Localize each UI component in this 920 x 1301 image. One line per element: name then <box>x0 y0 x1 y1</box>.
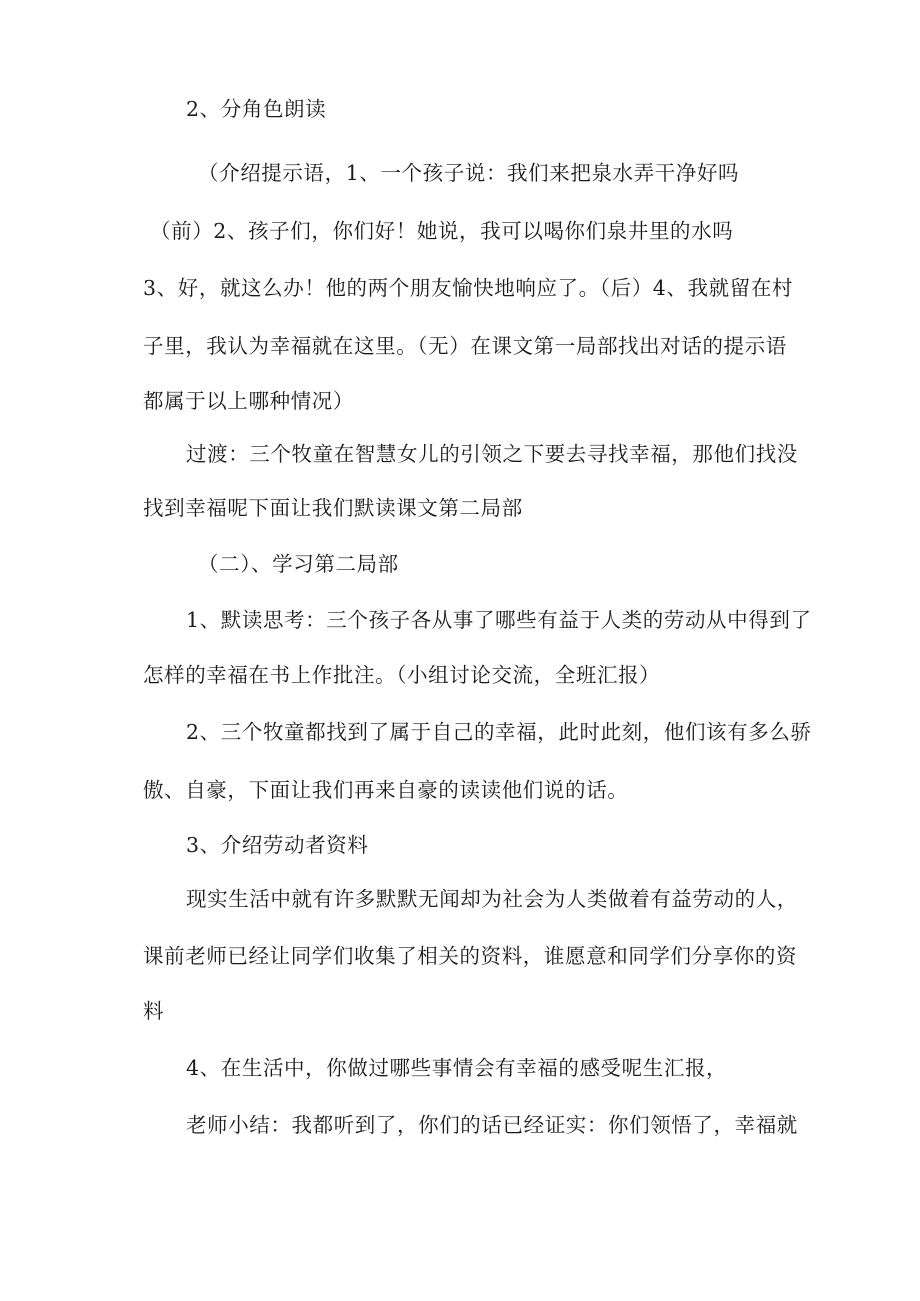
text-line: 料 <box>143 999 165 1023</box>
text-line: 课前老师已经让同学们收集了相关的资料，谁愿意和同学们分享你的资 <box>143 944 798 968</box>
text-line: （介绍提示语，1、一个孩子说：我们来把泉水弄干净好吗 <box>198 161 740 185</box>
text-line: 子里，我认为幸福就在这里。（无）在课文第一局部找出对话的提示语 <box>143 334 787 358</box>
text-line: 都属于以上哪种情况） <box>143 389 354 413</box>
text-line: 老师小结：我都听到了，你们的话已经证实：你们领悟了，幸福就 <box>186 1113 798 1137</box>
text-line: 2、分角色朗读 <box>186 97 327 121</box>
text-line: 3、介绍劳动者资料 <box>186 833 369 857</box>
text-line: 傲、自豪，下面让我们再来自豪的读读他们说的话。 <box>143 778 629 802</box>
text-line: 怎样的幸福在书上作批注。（小组讨论交流，全班汇报） <box>143 663 661 687</box>
section-heading: （二）、学习第二局部 <box>198 552 399 576</box>
text-line: （前）2、孩子们，你们好！她说，我可以喝你们泉井里的水吗 <box>150 219 734 243</box>
text-line: 过渡：三个牧童在智慧女儿的引领之下要去寻找幸福，那他们找没 <box>186 442 798 466</box>
text-line: 3、好，就这么办！他的两个朋友愉快地响应了。（后）4、我就留在村 <box>143 276 794 300</box>
text-line: 4、在生活中，你做过哪些事情会有幸福的感受呢生汇报， <box>186 1056 728 1080</box>
text-line: 找到幸福呢下面让我们默读课文第二局部 <box>143 496 523 520</box>
text-line: 现实生活中就有许多默默无闻却为社会为人类做着有益劳动的人， <box>186 887 798 911</box>
text-line: 1、默读思考：三个孩子各从事了哪些有益于人类的劳动从中得到了 <box>186 608 812 632</box>
text-line: 2、三个牧童都找到了属于自己的幸福，此时此刻，他们该有多么骄 <box>186 720 812 744</box>
